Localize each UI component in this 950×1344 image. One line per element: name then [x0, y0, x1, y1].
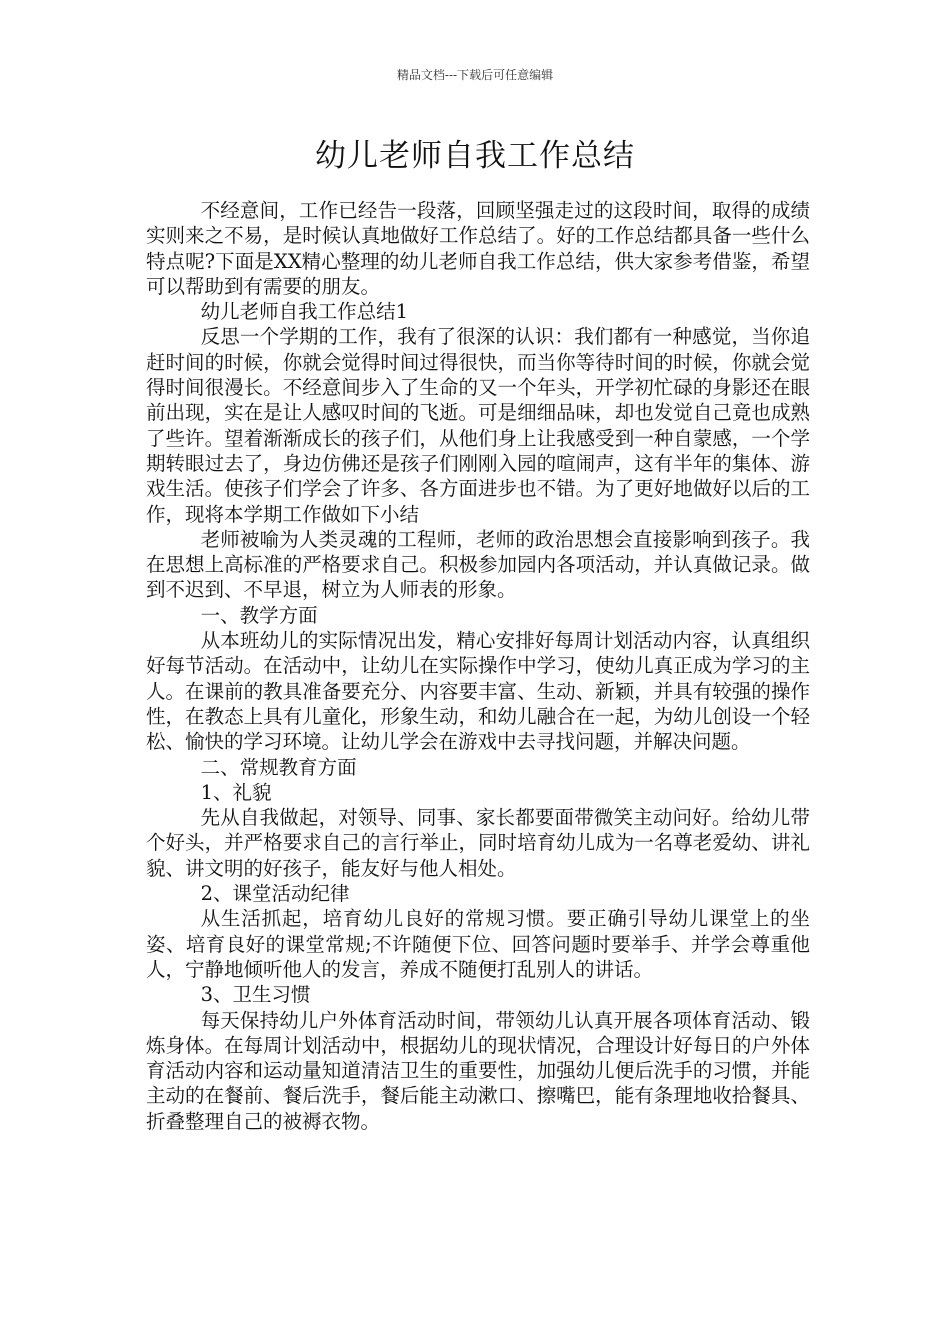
- intro-paragraph: 不经意间，工作已经告一段落，回顾坚强走过的这段时间，取得的成绩实则来之不易，是时候认真地做好工作总结了。好的工作总结都具备一些什么特点呢?下面是XX精心整理的幼儿老师自我工作总结，供大家参考借鉴，希望可以帮助到有需要的朋友。: [146, 199, 810, 298]
- section-heading-summary-1: 幼儿老师自我工作总结1: [200, 300, 409, 324]
- subheading-classroom-discipline: 2、课堂活动纪律: [200, 882, 350, 906]
- manners-paragraph: 先从自我做起，对领导、同事、家长都要面带微笑主动问好。给幼儿带个好头，并严格要求自己的言行举止，同时培育幼儿成为一名尊老爱幼、讲礼貌、讲文明的好孩子，能友好与他人相处。: [146, 806, 810, 880]
- document-body: [146, 198, 810, 1134]
- classroom-discipline-paragraph: 从生活抓起，培育幼儿良好的常规习惯。要正确引导幼儿课堂上的坐姿、培育良好的课堂常规;不许随便下位、回答问题时要举手、并学会尊重他人，宁静地倾听他人的发言，养成不随便打乱别人的讲话。: [146, 907, 810, 981]
- hygiene-paragraph: 每天保持幼儿户外体育活动时间，带领幼儿认真开展各项体育活动、锻炼身体。在每周计划活动中，根据幼儿的现状情况，合理设计好每日的户外体育活动内容和运动量知道清洁卫生的重要性，加强幼儿便后洗手的习惯，并能主动的在餐前、餐后洗手，餐后能主动漱口、擦嘴巴，能有条理地收拾餐具、折叠整理自己的被褥衣物。: [146, 1008, 810, 1133]
- subheading-hygiene: 3、卫生习惯: [200, 983, 311, 1007]
- reflection-paragraph: 反思一个学期的工作，我有了很深的认识：我们都有一种感觉，当你追赶时间的时候，你就会觉得时间过得很快，而当你等待时间的时候，你就会觉得时间很漫长。不经意间步入了生命的又一个年头，开学初忙碌的身影还在眼前出现，实在是让人感叹时间的飞逝。可是细细品味，却也发觉自己竟也成熟了些许。望着渐渐成长的孩子们，从他们身上让我感受到一种自蒙感，一个学期转眼过去了，身边仿佛还是孩子们刚刚入园的喧闹声，这有半年的集体、游戏生活。使孩子们学会了许多、各方面进步也不错。为了更好地做好以后的工作，现将本学期工作做如下小结: [146, 325, 810, 526]
- section-heading-routine: 二、常规教育方面: [200, 755, 357, 779]
- section-heading-teaching: 一、教学方面: [200, 603, 318, 627]
- page-header-note: 精品文档---下载后可任意编辑: [396, 68, 554, 82]
- teaching-paragraph: 从本班幼儿的实际情况出发，精心安排好每周计划活动内容，认真组织好每节活动。在活动中，让幼儿在实际操作中学习，使幼儿真正成为学习的主人。在课前的教具准备要充分、内容要丰富、生动、新颖，并具有较强的操作性，在教态上具有儿童化，形象生动，和幼儿融合在一起，为幼儿创设一个轻松、愉快的学习环境。让幼儿学会在游戏中去寻找问题，并解决问题。: [146, 629, 810, 754]
- document-title: 幼儿老师自我工作总结: [315, 138, 635, 174]
- ideology-paragraph: 老师被喻为人类灵魂的工程师，老师的政治思想会直接影响到孩子。我在思想上高标准的严格要求自己。积极参加园内各项活动，并认真做记录。做到不迟到、不早退，树立为人师表的形象。: [146, 527, 810, 602]
- subheading-manners: 1、礼貌: [200, 780, 272, 804]
